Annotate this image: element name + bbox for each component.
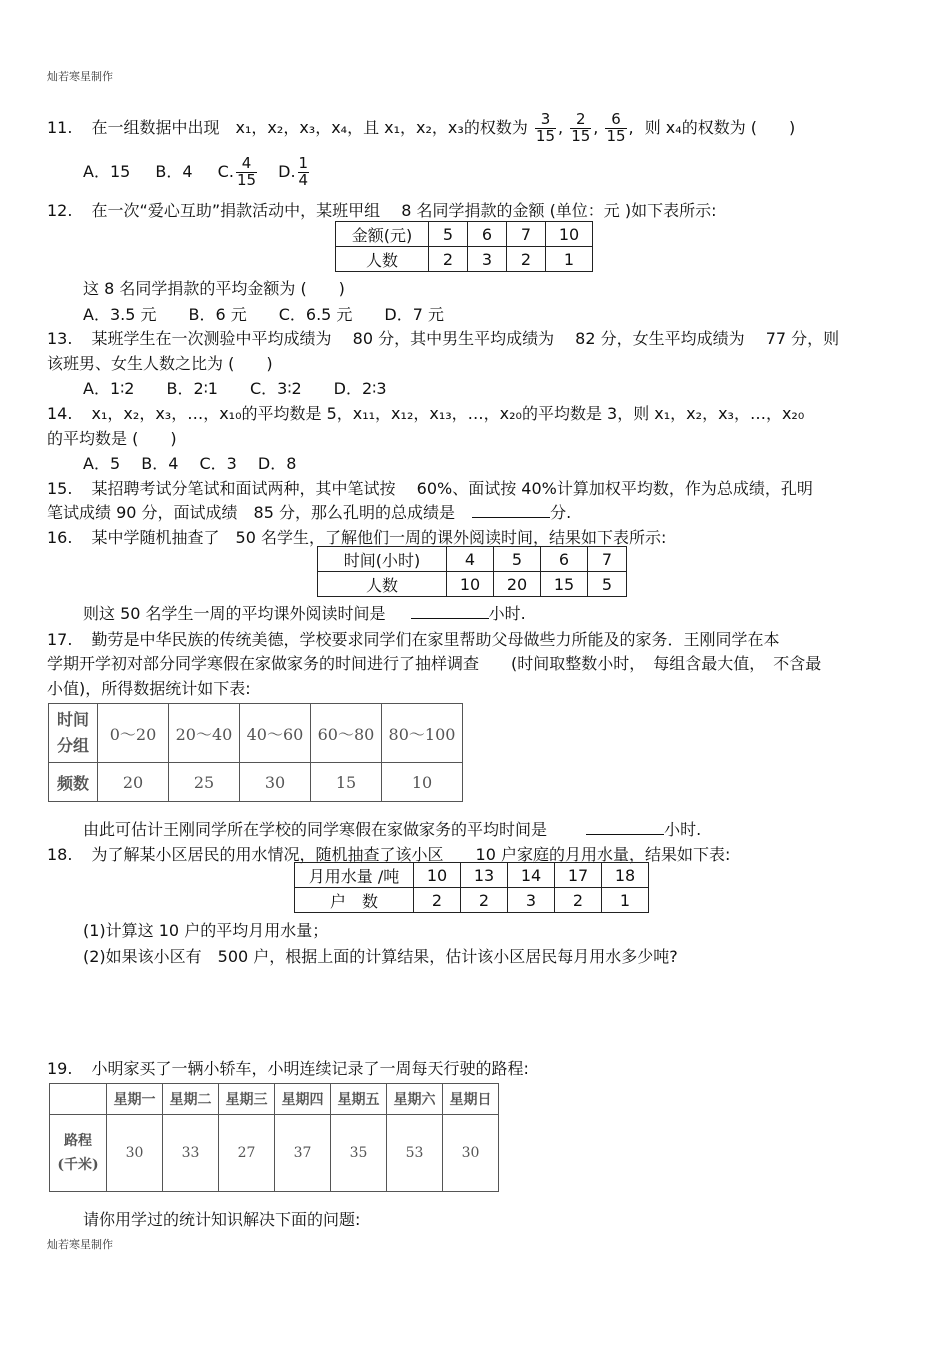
question-17	[47, 627, 780, 650]
table-cell: 2	[555, 888, 602, 913]
table-cell: 1	[546, 247, 593, 272]
question-17-line3: 小值)，所得数据统计如下表:	[47, 679, 251, 698]
table-cell: 17	[555, 863, 602, 888]
question-number: 17.	[47, 630, 73, 649]
question-11-options	[83, 152, 311, 192]
question-19	[47, 1056, 529, 1079]
table-cell: 40～60	[240, 704, 311, 763]
table-cell: 7	[507, 222, 546, 247]
question-number: 11.	[47, 118, 73, 137]
question-number: 19.	[47, 1059, 73, 1078]
table-cell: 33	[163, 1115, 219, 1192]
question-12-prompt: 这 8 名同学捐款的平均金额为 ( )	[83, 279, 345, 298]
question-12	[47, 198, 717, 221]
table-header-cell: 星期三	[219, 1084, 275, 1115]
question-number: 12.	[47, 201, 73, 220]
table-row	[49, 763, 463, 802]
table-header-cell: 星期四	[275, 1084, 331, 1115]
table-cell: 时间(小时)	[318, 547, 447, 572]
question-16-prompt	[83, 601, 526, 624]
table-cell: 人数	[318, 572, 447, 597]
table-cell: 2	[429, 247, 468, 272]
answer-blank[interactable]	[411, 604, 489, 619]
table-cell: 53	[387, 1115, 443, 1192]
question-text: x₁，x₂，x₃，…，x₁₀的平均数是 5，x₁₁，x₁₂，x₁₃，…，x₂₀的平均数是 3，则 x₁，x₂，x₃，…，x₂₀	[91, 404, 805, 423]
table-header-cell: 星期日	[443, 1084, 499, 1115]
question-18-sub2: (2)如果该小区有 500 户，根据上面的计算结果，估计该小区居民每月用水多少吨?	[83, 947, 678, 966]
table-row	[318, 547, 627, 572]
question-text: 某班学生在一次测验中平均成绩为 80 分，其中男生平均成绩为 82 分，女生平均成绩为 77 分，则	[91, 329, 840, 348]
housework-frequency-table	[48, 703, 463, 802]
question-text: 在一组数据中出现 x₁，x₂，x₃，x₄，且 x₁，x₂，x₃的权数为	[91, 118, 528, 137]
weight-fraction-2: $\frac{2}{15}$	[571, 110, 591, 145]
question-text: 笔试成绩 90 分，面试成绩 85 分，那么孔明的总成绩是	[47, 503, 455, 522]
table-cell: 2	[507, 247, 546, 272]
table-row	[49, 704, 463, 763]
header-note: 灿若寒星制作	[47, 70, 113, 83]
table-cell: 15	[311, 763, 382, 802]
table-header-cell: 时间 分组	[49, 704, 98, 763]
table-cell: 15	[541, 572, 588, 597]
table-row	[336, 247, 593, 272]
weight-fraction-3: $\frac{6}{15}$	[606, 110, 626, 145]
driving-distance-table	[49, 1083, 499, 1192]
table-cell: 0～20	[98, 704, 169, 763]
question-text: 为了解某小区居民的用水情况，随机抽查了该小区 10 户家庭的月用水量，结果如下表:	[91, 845, 731, 864]
option-d-fraction: $\frac{1}{4}$	[298, 154, 309, 189]
question-16	[47, 525, 666, 548]
table-header-cell: 路程 (千米)	[50, 1115, 107, 1192]
table-row	[295, 863, 649, 888]
table-cell: 户 数	[295, 888, 414, 913]
table-cell: 18	[602, 863, 649, 888]
table-cell: 5	[588, 572, 627, 597]
water-usage-table	[294, 862, 649, 913]
table-cell: 30	[443, 1115, 499, 1192]
reading-time-table	[317, 546, 627, 597]
table-cell: 27	[219, 1115, 275, 1192]
table-row	[50, 1084, 499, 1115]
question-text: 则这 50 名学生一周的平均课外阅读时间是	[83, 604, 386, 623]
footer-note: 灿若寒星制作	[47, 1238, 113, 1251]
option-c: C.	[217, 162, 234, 181]
question-number: 18.	[47, 845, 73, 864]
table-cell: 14	[508, 863, 555, 888]
unit-text: 小时.	[664, 820, 702, 839]
question-19-prompt: 请你用学过的统计知识解决下面的问题:	[83, 1210, 361, 1229]
option-c-fraction: $\frac{4}{15}$	[236, 154, 257, 189]
weight-fraction-1: $\frac{3}{15}$	[535, 110, 556, 145]
table-cell: 30	[107, 1115, 163, 1192]
table-cell: 60～80	[311, 704, 382, 763]
table-header-cell: 频数	[49, 763, 98, 802]
question-number: 16.	[47, 528, 73, 547]
table-cell: 7	[588, 547, 627, 572]
table-corner-cell	[50, 1084, 107, 1115]
question-13	[47, 326, 839, 349]
question-tail: 则 x₄的权数为 ( )	[644, 118, 796, 137]
table-cell: 5	[429, 222, 468, 247]
table-cell: 4	[447, 547, 494, 572]
table-cell: 1	[602, 888, 649, 913]
table-cell: 20	[98, 763, 169, 802]
question-14-line2: 的平均数是 ( )	[47, 429, 177, 448]
question-text: 小明家买了一辆小轿车，小明连续记录了一周每天行驶的路程:	[91, 1059, 529, 1078]
question-17-prompt	[83, 817, 701, 840]
question-number: 13.	[47, 329, 73, 348]
table-cell: 3	[508, 888, 555, 913]
option-a: A．15	[83, 162, 131, 181]
table-cell: 10	[447, 572, 494, 597]
question-text: 由此可估计王刚同学所在学校的同学寒假在家做家务的平均时间是	[83, 820, 548, 839]
table-cell: 25	[169, 763, 240, 802]
table-cell: 80～100	[382, 704, 463, 763]
answer-blank[interactable]	[586, 820, 664, 835]
table-cell: 10	[382, 763, 463, 802]
table-cell: 2	[414, 888, 461, 913]
option-d: D.	[278, 162, 296, 181]
table-cell: 10	[546, 222, 593, 247]
question-number: 15.	[47, 479, 73, 498]
table-cell: 13	[461, 863, 508, 888]
table-row	[295, 888, 649, 913]
question-15	[47, 476, 813, 499]
table-cell: 30	[240, 763, 311, 802]
table-cell: 6	[468, 222, 507, 247]
question-number: 14.	[47, 404, 73, 423]
question-14	[47, 401, 804, 424]
table-cell: 20	[494, 572, 541, 597]
unit-text: 分.	[550, 503, 572, 522]
table-cell: 2	[461, 888, 508, 913]
table-row	[318, 572, 627, 597]
table-cell: 月用水量 /吨	[295, 863, 414, 888]
table-row	[336, 222, 593, 247]
table-cell: 35	[331, 1115, 387, 1192]
option-b: B．4	[155, 162, 193, 181]
question-13-line2: 该班男、女生人数之比为 ( )	[47, 354, 273, 373]
table-cell: 37	[275, 1115, 331, 1192]
question-text: 勤劳是中华民族的传统美德，学校要求同学们在家里帮助父母做些力所能及的家务．王刚同学在本	[91, 630, 780, 649]
table-header-cell: 星期二	[163, 1084, 219, 1115]
table-cell: 6	[541, 547, 588, 572]
table-cell: 20～40	[169, 704, 240, 763]
answer-blank[interactable]	[472, 503, 550, 518]
question-text: 在一次“爱心互助”捐款活动中，某班甲组 8 名同学捐款的金额 (单位：元 )如下表所示:	[91, 201, 717, 220]
question-11: 11. 在一组数据中出现 x₁，x₂，x₃，x₄，且 x₁，x₂，x₃的权数为 $\frac{3}{15}$ , $\frac{2}{15}$ , $\frac{6}{15}$ , 则 x₄的权数为 ( )	[47, 110, 796, 145]
question-18-sub1: (1)计算这 10 户的平均月用水量；	[83, 921, 329, 940]
table-cell: 10	[414, 863, 461, 888]
unit-text: 小时.	[488, 604, 526, 623]
table-header-cell: 星期六	[387, 1084, 443, 1115]
table-row	[50, 1115, 499, 1192]
donation-table	[335, 221, 593, 272]
table-header-cell: 星期一	[107, 1084, 163, 1115]
table-cell: 人数	[336, 247, 429, 272]
question-13-options: A．1∶2 B．2∶1 C．3∶2 D．2∶3	[83, 379, 387, 398]
table-cell: 金额(元)	[336, 222, 429, 247]
table-header-cell: 星期五	[331, 1084, 387, 1115]
question-text: 某中学随机抽查了 50 名学生，了解他们一周的课外阅读时间，结果如下表所示:	[91, 528, 667, 547]
table-cell: 5	[494, 547, 541, 572]
question-17-line2: 学期开学初对部分同学寒假在家做家务的时间进行了抽样调查 (时间取整数小时， 每组含最大值， 不含最	[47, 654, 822, 673]
question-15-line2	[47, 500, 571, 523]
question-text: 某招聘考试分笔试和面试两种，其中笔试按 60%、面试按 40%计算加权平均数，作为总成绩，孔明	[91, 479, 813, 498]
table-cell: 3	[468, 247, 507, 272]
question-12-options: A．3.5 元 B．6 元 C．6.5 元 D．7 元	[83, 305, 445, 324]
question-14-options: A．5 B．4 C．3 D．8	[83, 454, 297, 473]
